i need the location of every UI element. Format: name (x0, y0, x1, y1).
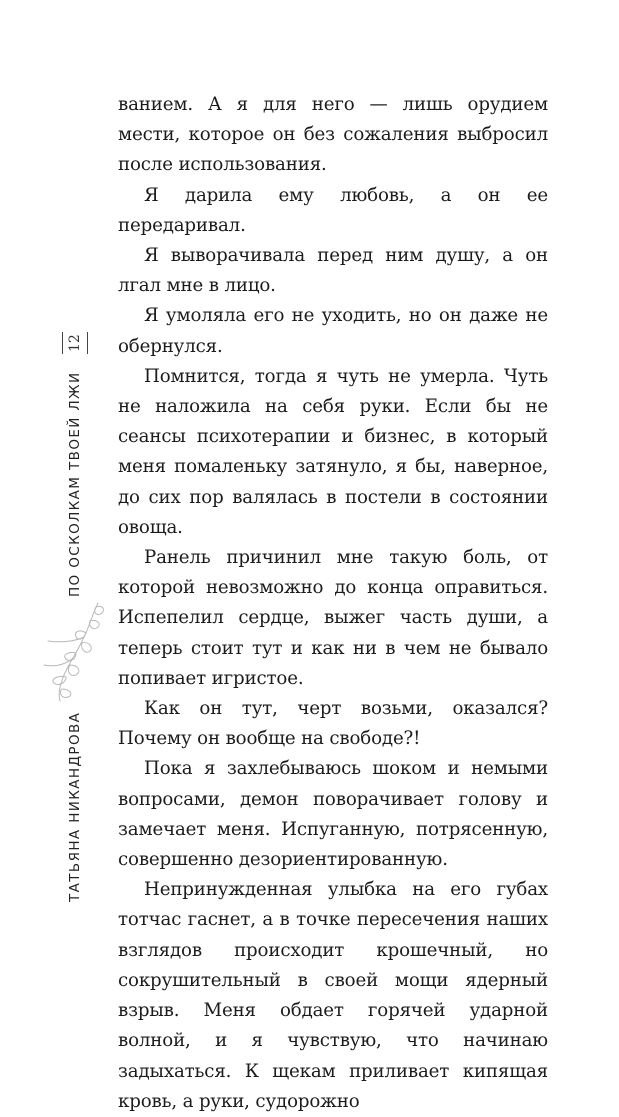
body-text (118, 90, 548, 1117)
paragraph: Я дарила ему любовь, а он ее передаривал. (118, 184, 548, 236)
paragraph: Как он тут, черт возьми, оказался? Почему он вообще на свободе?! (118, 698, 548, 750)
running-head-author: ТАТЬЯНА НИКАНДРОВА (67, 711, 83, 902)
paragraph: Я умоляла его не уходить, но он даже не обернулся. (118, 305, 548, 357)
paragraph: ванием. А я для него — лишь орудием мести, которое он без сожаления выбросил после использования. (118, 94, 548, 176)
paragraph: Непринужденная улыбка на его губах тотчас гаснет, а в точке пересечения наших взглядов происходит крошечный, но сокрушительный в своей мощи ядерный взрыв. Меня обдает горячей ударной волной, и я чувствую, что начинаю задыхаться. К щекам приливает кипящая кровь, а руки, судорожно (118, 879, 548, 1112)
page-number-text: 12 (67, 334, 83, 352)
floral-sprig-icon (40, 595, 110, 705)
paragraph: Ранель причинил мне такую боль, от которой невозможно до конца оправиться. Испепелил сердце, выжег часть души, а теперь стоит тут и как ни в чем не бывало попивает игристое. (118, 547, 548, 689)
paragraph: Пока я захлебываюсь шоком и немыми вопросами, демон поворачивает голову и замечает меня. Испуганную, потрясенную, совершенно дезориентированную. (118, 758, 548, 871)
running-head-title: ПО ОСКОЛКАМ ТВОЕЙ ЛЖИ (67, 372, 83, 598)
paragraph: Я выворачивала перед ним душу, а он лгал мне в лицо. (118, 245, 548, 297)
paragraph: Помнится, тогда я чуть не умерла. Чуть не наложила на себя руки. Если бы не сеансы психотерапии и бизнес, в который меня помаленьку затянуло, я бы, наверное, до сих пор валялась в постели в состоянии овоща. (118, 365, 548, 538)
page-number (62, 332, 88, 354)
